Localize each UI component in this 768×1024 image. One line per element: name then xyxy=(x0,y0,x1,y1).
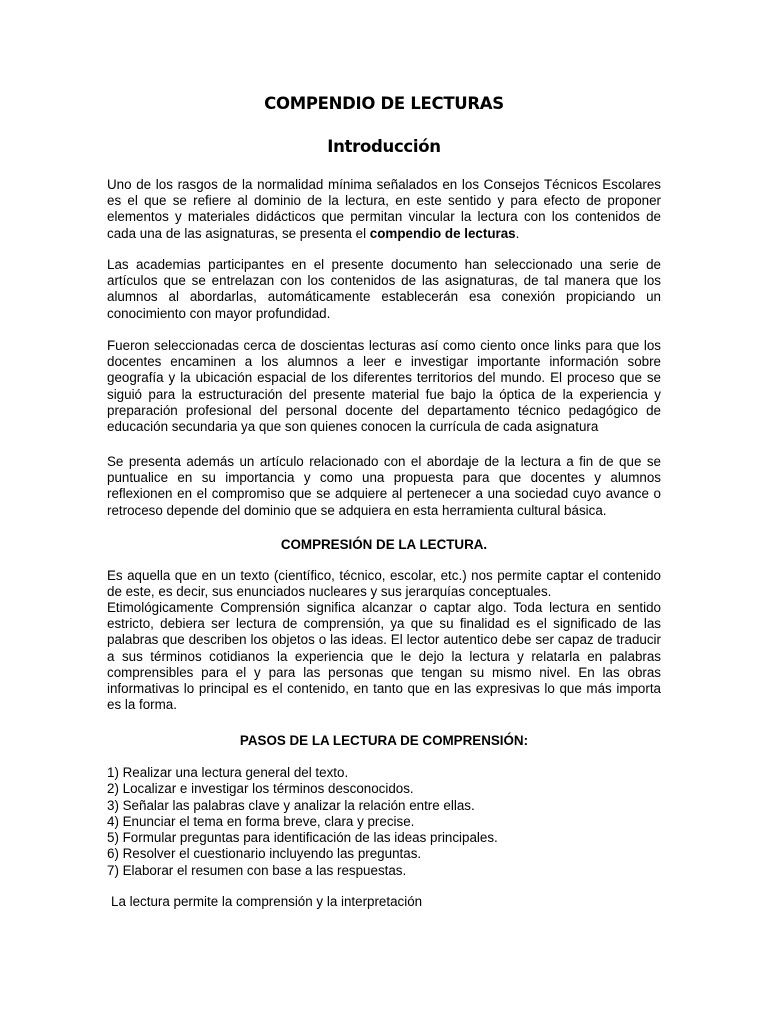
list-item: 5) Formular preguntas para identificación de las ideas principales. xyxy=(107,830,498,846)
section-heading-comprension: COMPRESIÓN DE LA LECTURA. xyxy=(280,537,488,552)
list-item: 2) Localizar e investigar los términos desconocidos. xyxy=(107,781,414,797)
section1-paragraph-1: Es aquella que en un texto (científico, técnico, escolar, etc.) nos permite captar el contenido de este, es decir, sus enunciados nucleares y sus jerarquías conceptuales. xyxy=(107,568,661,600)
intro-paragraph-1-end: . xyxy=(515,225,520,241)
list-item: 3) Señalar las palabras clave y analizar la relación entre ellas. xyxy=(107,797,475,813)
steps-list xyxy=(107,765,661,879)
intro-paragraph-2: Las academias participantes en el presente documento han seleccionado una serie de artículos que se entrelazan con los contenidos de las asignaturas, de tal manera que los alumnos al abordarlas, automáticamente establecerán esa conexión propiciando un conocimiento con mayor profundidad. xyxy=(107,257,661,321)
section-heading-pasos: PASOS DE LA LECTURA DE COMPRENSIÓN: xyxy=(239,733,529,748)
section1-paragraph-2: Etimológicamente Comprensión significa alcanzar o captar algo. Toda lectura en sentido estricto, debiera ser lectura de comprensión, ya que su finalidad es el significado de las palabras que describen los objetos o las ideas. El lector autentico debe ser capaz de traducir a sus términos cotidianos la experiencia que le dejo la lectura y relatarla en palabras comprensibles para el y para las personas que tengan su mismo nivel. En las obras informativas lo principal es el contenido, en tanto que en las expresivas lo que más importa es la forma. xyxy=(107,600,661,713)
list-item: 4) Enunciar el tema en forma breve, clara y precise. xyxy=(107,813,415,829)
closing-sentence: La lectura permite la comprensión y la interpretación xyxy=(111,894,423,909)
document-subtitle: Introducción xyxy=(327,137,441,156)
list-item: 6) Resolver el cuestionario incluyendo las preguntas. xyxy=(107,846,422,862)
document-title: COMPENDIO DE LECTURAS xyxy=(264,94,504,113)
list-item: 1) Realizar una lectura general del texto. xyxy=(107,765,349,780)
intro-paragraph-1-text: Uno de los rasgos de la normalidad mínima señalados en los Consejos Técnicos Escolares es el que se refiere al dominio de la lectura, en este sentido y para efecto de proponer elementos y materiales didácticos que permitan vincular la lectura con los contenidos de cada una de las asignaturas, se presenta el xyxy=(107,177,661,241)
intro-paragraph-1 xyxy=(107,177,661,242)
intro-bold-phrase: compendio de lecturas xyxy=(369,225,516,241)
intro-paragraph-3: Fueron seleccionadas cerca de doscientas lecturas así como ciento once links para que los docentes encaminen a los alumnos a leer e investigar importante información sobre geografía y la ubicación espacial de los diferentes territorios del mundo. El proceso que se siguió para la estructuración del presente material fue bajo la óptica de la experiencia y preparación profesional del personal docente del departamento técnico pedagógico de educación secundaria ya que son quienes conocen la currícula de cada asignatura xyxy=(107,338,661,435)
list-item: 7) Elaborar el resumen con base a las respuestas. xyxy=(107,862,407,878)
intro-paragraph-4: Se presenta además un artículo relacionado con el abordaje de la lectura a fin de que se puntualice en su importancia y como una propuesta para que docentes y alumnos reflexionen en el compromiso que se adquiere al pertenecer a una sociedad cuyo avance o retroceso depende del dominio que se adquiera en esta herramienta cultural básica. xyxy=(107,454,661,518)
